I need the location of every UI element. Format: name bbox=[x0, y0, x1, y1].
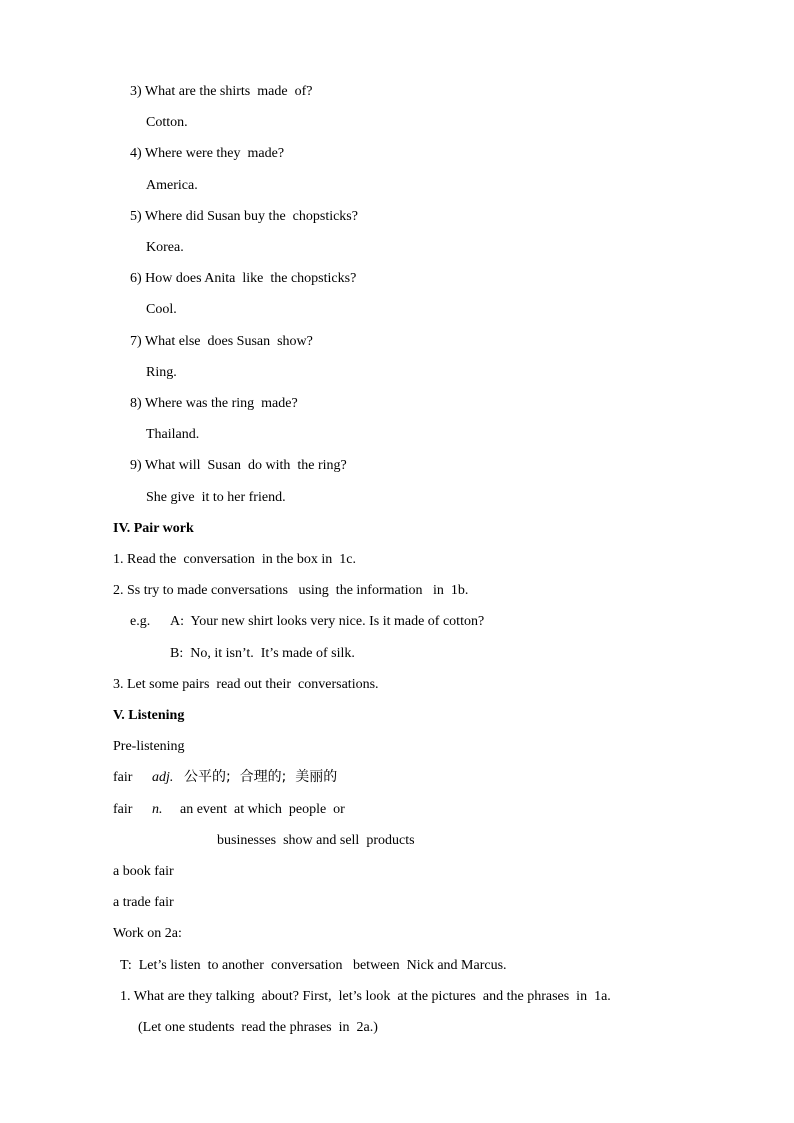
question-7: 7) What else does Susan show? bbox=[130, 334, 313, 349]
answer-6: Cool. bbox=[146, 302, 177, 317]
example-label: e.g. bbox=[130, 614, 151, 629]
answer-4: America. bbox=[146, 178, 198, 193]
vocab-pos-adj: adj. bbox=[152, 770, 174, 785]
vocab-pos-noun: n. bbox=[152, 802, 163, 817]
example-trade-fair: a trade fair bbox=[113, 895, 174, 910]
work-on-2a-label: Work on 2a: bbox=[113, 926, 182, 941]
pair-work-item-3: 3. Let some pairs read out their conversations. bbox=[113, 677, 379, 692]
question-4: 4) Where were they made? bbox=[130, 146, 285, 161]
vocab-word-fair-adj: fair bbox=[113, 770, 133, 785]
pre-listening-label: Pre-listening bbox=[113, 739, 185, 754]
listening-question-1-note: (Let one students read the phrases in 2a.) bbox=[138, 1020, 378, 1035]
pair-work-item-1: 1. Read the conversation in the box in 1c. bbox=[113, 552, 356, 567]
vocab-definition-line-2: businesses show and sell products bbox=[217, 833, 415, 848]
section-heading-pair-work: IV. Pair work bbox=[113, 521, 194, 536]
teacher-line: T: Let’s listen to another conversation between Nick and Marcus. bbox=[120, 958, 507, 973]
answer-9: She give it to her friend. bbox=[146, 490, 286, 505]
example-line-a: A: Your new shirt looks very nice. Is it made of cotton? bbox=[170, 614, 485, 629]
question-3: 3) What are the shirts made of? bbox=[130, 84, 313, 99]
question-5: 5) Where did Susan buy the chopsticks? bbox=[130, 209, 358, 224]
vocab-word-fair-noun: fair bbox=[113, 802, 133, 817]
answer-5: Korea. bbox=[146, 240, 184, 255]
answer-8: Thailand. bbox=[146, 427, 200, 442]
listening-question-1: 1. What are they talking about? First, let’s look at the pictures and the phrases in 1a. bbox=[120, 989, 611, 1004]
question-9: 9) What will Susan do with the ring? bbox=[130, 458, 347, 473]
question-8: 8) Where was the ring made? bbox=[130, 396, 298, 411]
question-6: 6) How does Anita like the chopsticks? bbox=[130, 271, 357, 286]
answer-3: Cotton. bbox=[146, 115, 188, 130]
example-line-b: B: No, it isn’t. It’s made of silk. bbox=[170, 646, 355, 661]
example-book-fair: a book fair bbox=[113, 864, 174, 879]
vocab-definition-chinese: 公平的; 合理的; 美丽的 bbox=[184, 769, 338, 785]
vocab-definition-line-1: an event at which people or bbox=[180, 802, 345, 817]
pair-work-item-2: 2. Ss try to made conversations using the information in 1b. bbox=[113, 583, 469, 598]
answer-7: Ring. bbox=[146, 365, 177, 380]
section-heading-listening: V. Listening bbox=[113, 708, 185, 723]
